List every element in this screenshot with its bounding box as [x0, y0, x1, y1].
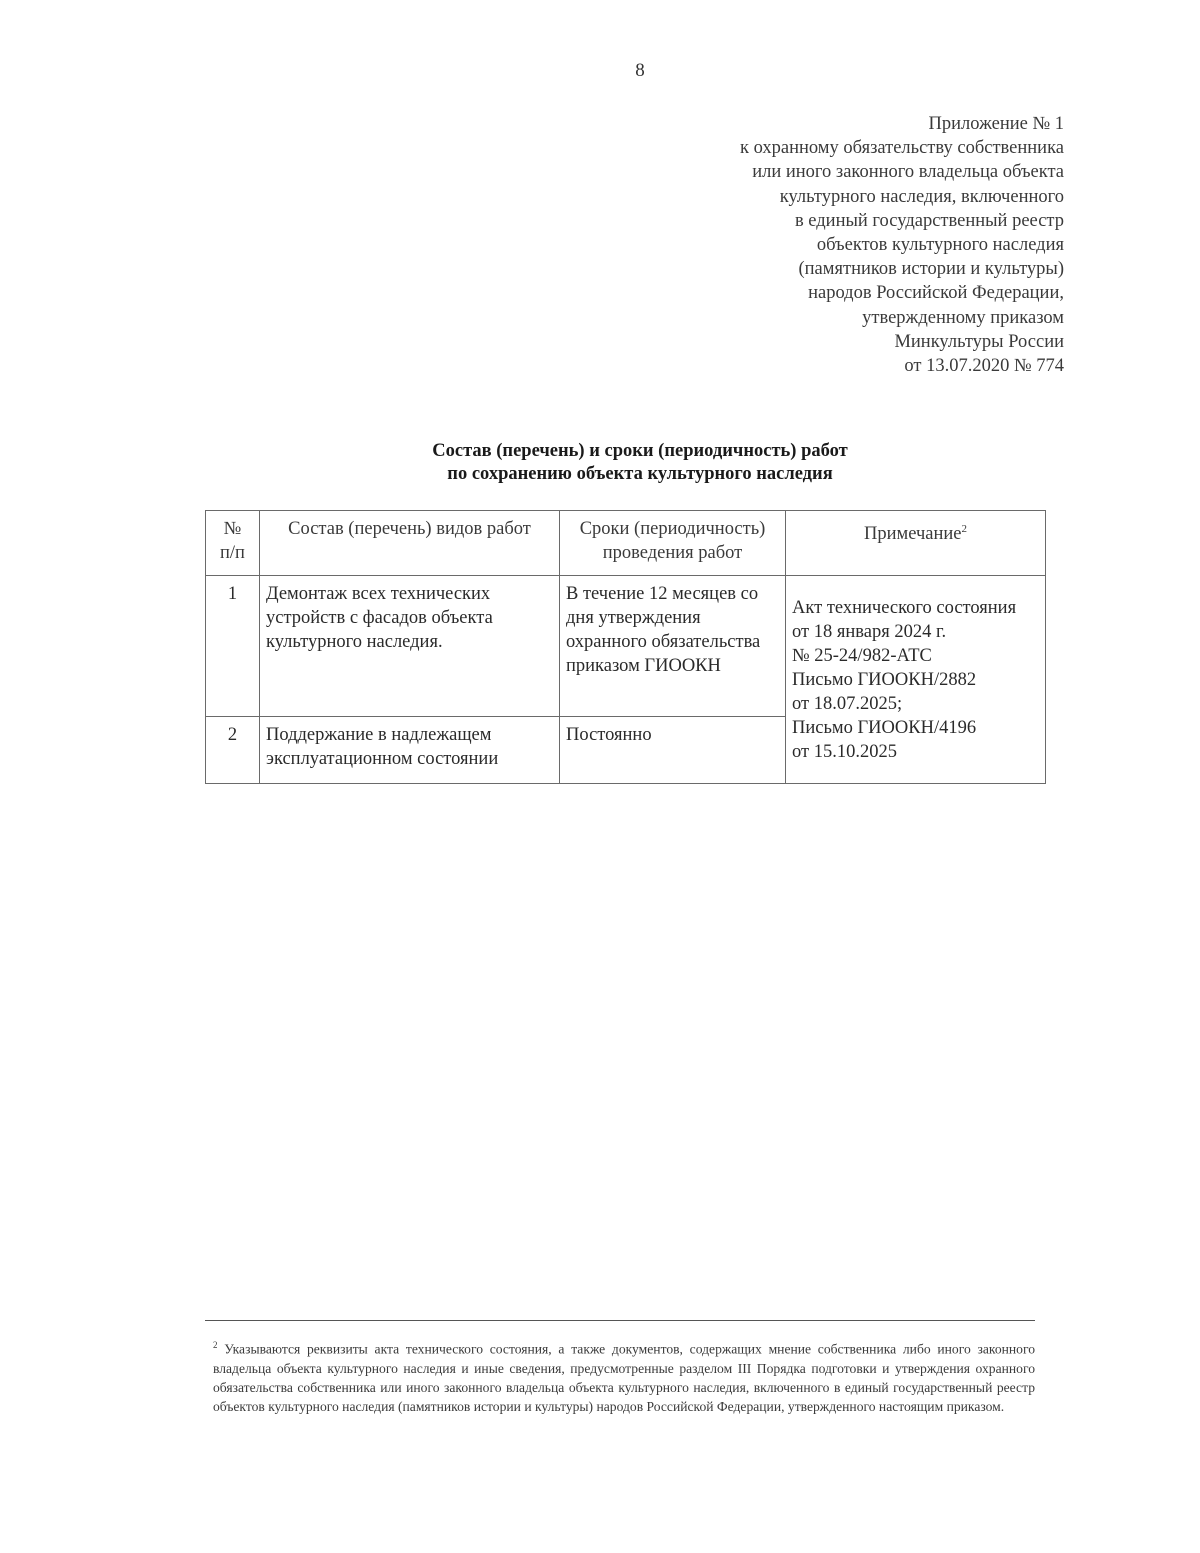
- footnote-separator: [205, 1320, 1035, 1321]
- header-work: Состав (перечень) видов работ: [260, 511, 560, 576]
- note-line: № 25-24/982-АТС: [792, 646, 932, 666]
- appendix-line: к охранному обязательству собственника: [739, 138, 1064, 159]
- note-line: от 18.07.2025;: [792, 694, 903, 714]
- header-note-label: Примечание: [864, 524, 962, 545]
- note-line: от 15.10.2025: [792, 742, 897, 762]
- appendix-line: утвержденному приказом: [862, 307, 1064, 328]
- note-line: Акт технического состояния: [792, 598, 1017, 618]
- appendix-header: [584, 112, 1064, 378]
- appendix-line: (памятников истории и культуры): [798, 259, 1064, 280]
- row-num: 1: [206, 576, 260, 717]
- appendix-line: народов Российской Федерации,: [808, 283, 1064, 304]
- appendix-line: культурного наследия, включенного: [779, 186, 1064, 207]
- appendix-line: объектов культурного наследия: [816, 235, 1064, 256]
- row-term: Постоянно: [560, 717, 786, 784]
- appendix-line: от 13.07.2020 № 774: [904, 356, 1064, 377]
- document-title-line: Состав (перечень) и сроки (периодичность) работ: [432, 441, 848, 461]
- header-num-symbol: №: [223, 519, 242, 539]
- table-header-row: [206, 511, 1046, 576]
- header-note: [786, 511, 1046, 576]
- header-num: [206, 511, 260, 576]
- header-num-abbr: п/п: [220, 543, 245, 563]
- footnote-number: 2: [213, 1340, 218, 1350]
- row-work: Поддержание в надлежащем эксплуатационном состоянии: [260, 717, 560, 784]
- appendix-line: Минкультуры России: [894, 331, 1064, 352]
- row-work: Демонтаж всех технических устройств с фасадов объекта культурного наследия.: [260, 576, 560, 717]
- note-line: от 18 января 2024 г.: [792, 622, 947, 642]
- footnote: [213, 1336, 1035, 1416]
- appendix-line: в единый государственный реестр: [794, 210, 1064, 231]
- header-term: Сроки (периодичность) проведения работ: [560, 511, 786, 576]
- row-num: 2: [206, 717, 260, 784]
- note-line: Письмо ГИООКН/4196: [792, 718, 977, 738]
- document-title: [0, 440, 1200, 486]
- note-line: Письмо ГИООКН/2882: [792, 670, 977, 690]
- works-table: [205, 510, 1046, 784]
- row-note: [786, 576, 1046, 784]
- footnote-ref: 2: [961, 523, 967, 535]
- page-number: 8: [635, 60, 645, 81]
- appendix-line: или иного законного владельца объекта: [752, 162, 1064, 183]
- row-term: В течение 12 месяцев со дня утверждения охранного обязательства приказом ГИООКН: [560, 576, 786, 717]
- appendix-line: Приложение № 1: [928, 114, 1064, 134]
- document-title-line: по сохранению объекта культурного наследия: [447, 464, 833, 484]
- table-row: [206, 576, 1046, 717]
- footnote-text: Указываются реквизиты акта технического состояния, а также документов, содержащих мнение собственника либо иного законного владельца объекта культурного наследия и иные сведения, предусмотренные разделом III Порядка подготовки и утверждения охранного обязательства собственника или иного законного владельца объекта культурного наследия, включенного в единый государственный реестр объектов культурного наследия (памятников истории и культуры) народов Российской Федерации, утвержденного настоящим приказом.: [213, 1341, 1035, 1414]
